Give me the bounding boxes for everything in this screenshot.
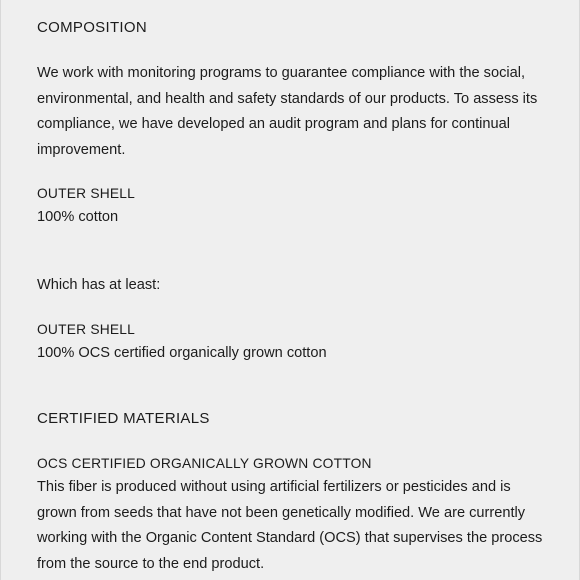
outer-shell-label-certified: OUTER SHELL: [37, 322, 136, 337]
outer-shell-value-certified: 100% OCS certified organically grown cotton: [37, 345, 327, 361]
outer-shell-value: 100% cotton: [37, 209, 119, 225]
ocs-cotton-description: This fiber is produced without using artificial fertilizers or pesticides and is grown from seeds that have not been genetically modified. We are currently working with the Organic Content Standard (OCS) that supervises the process from the source to the end product.: [37, 479, 543, 572]
composition-heading: COMPOSITION: [37, 19, 147, 36]
at-least-text: Which has at least:: [37, 277, 161, 293]
product-composition-panel: [37, 16, 552, 577]
certified-materials-heading: CERTIFIED MATERIALS: [37, 410, 210, 427]
composition-intro-text: We work with monitoring programs to guarantee compliance with the social, environmental, and health and safety standards of our products. To assess its compliance, we have developed an audit program and plans for continual improvement.: [37, 65, 538, 158]
ocs-cotton-label: OCS CERTIFIED ORGANICALLY GROWN COTTON: [37, 456, 372, 471]
outer-shell-label: OUTER SHELL: [37, 186, 136, 201]
